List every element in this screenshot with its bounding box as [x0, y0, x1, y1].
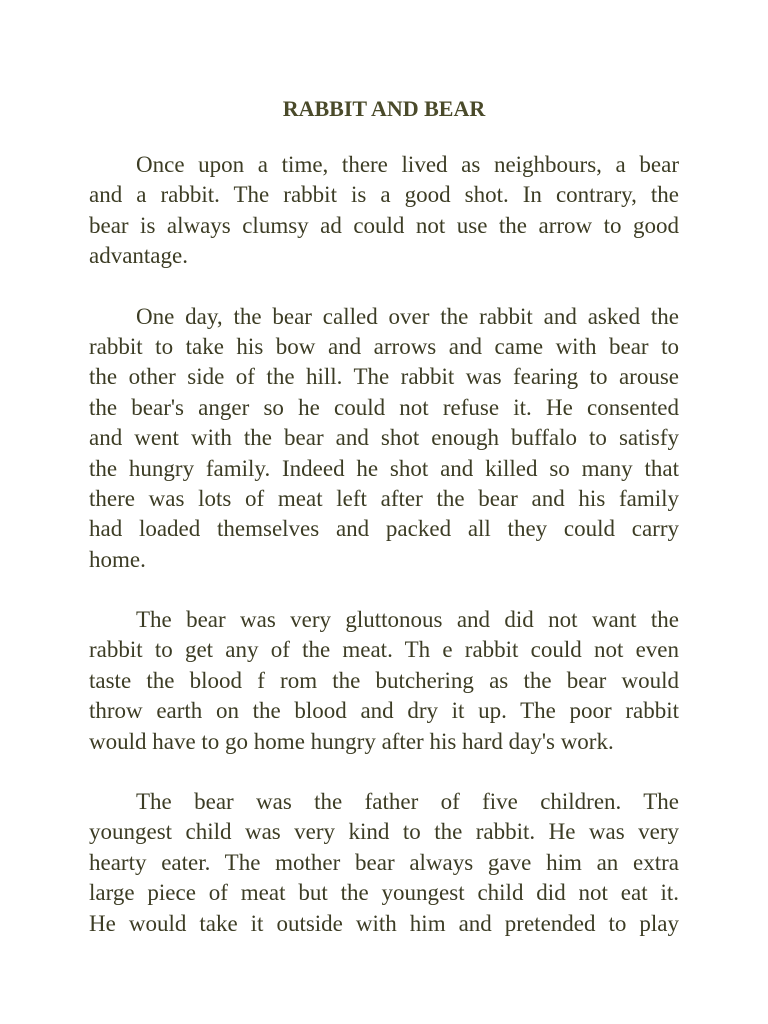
paragraph-4 — [89, 787, 679, 939]
text-line: rabbit to take his bow and arrows and came with bear to — [89, 333, 679, 359]
text-line: bear is always clumsy ad could not use the arrow to good — [89, 212, 679, 238]
text-line: hearty eater. The mother bear always gave him an extra — [89, 849, 679, 875]
text-line: The bear was the father of five children. The — [136, 789, 679, 815]
text-line: and went with the bear and shot enough buffalo to satisfy — [89, 425, 679, 451]
text-line: the hungry family. Indeed he shot and killed so many that — [89, 455, 679, 481]
paragraph-2 — [89, 302, 679, 576]
text-line: and a rabbit. The rabbit is a good shot. In contrary, the — [89, 182, 679, 208]
text-line: home. — [89, 546, 146, 572]
text-line: rabbit to get any of the meat. Th e rabbit could not even — [89, 637, 679, 663]
text-line: had loaded themselves and packed all they could carry — [89, 516, 679, 542]
text-line: large piece of meat but the youngest child did not eat it. — [89, 880, 679, 906]
paragraph-3 — [89, 605, 679, 757]
text-line: the bear's anger so he could not refuse it. He consented — [89, 394, 679, 420]
story-title: RABBIT AND BEAR — [282, 96, 486, 121]
text-line: youngest child was very kind to the rabbit. He was very — [89, 819, 679, 845]
paragraph-1 — [89, 150, 679, 272]
text-line: would have to go home hungry after his hard day's work. — [89, 728, 614, 754]
text-line: Once upon a time, there lived as neighbours, a bear — [136, 152, 679, 177]
text-line: He would take it outside with him and pretended to play — [89, 910, 679, 936]
text-line: advantage. — [89, 243, 188, 269]
text-line: there was lots of meat left after the bear and his family — [89, 485, 679, 511]
text-line: throw earth on the blood and dry it up. The poor rabbit — [89, 698, 679, 724]
text-line: the other side of the hill. The rabbit was fearing to arouse — [89, 364, 679, 390]
text-line: taste the blood f rom the butchering as the bear would — [89, 667, 679, 693]
text-line: One day, the bear called over the rabbit and asked the — [136, 303, 679, 329]
story-body — [89, 150, 679, 969]
text-line: The bear was very gluttonous and did not want the — [136, 607, 679, 633]
